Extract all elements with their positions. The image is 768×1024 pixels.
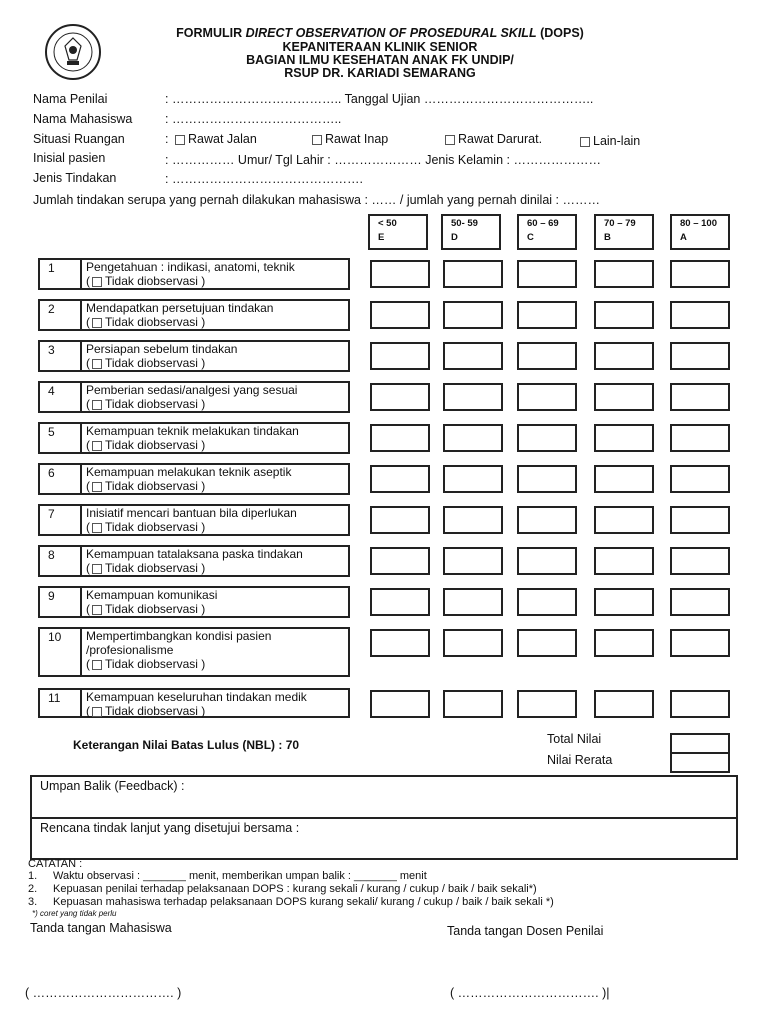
score-box-e[interactable]: [370, 424, 430, 452]
score-box-e[interactable]: [370, 383, 430, 411]
score-box-b[interactable]: [594, 465, 654, 493]
situasi-colon: :: [165, 132, 169, 146]
nama-penilai-field[interactable]: : ………………………………….. Tanggal Ujian …………………………………..: [165, 92, 594, 106]
item-number: 4: [40, 383, 82, 411]
score-box-e[interactable]: [370, 465, 430, 493]
item-text: [86, 506, 297, 534]
item-number: 8: [40, 547, 82, 575]
not-observed-label: Tidak diobservasi ): [105, 479, 206, 493]
grade-header-e: < 50 E: [368, 214, 428, 250]
jenis-tindakan-label: Jenis Tindakan: [33, 171, 117, 185]
paren-open: (: [86, 397, 90, 411]
assessment-item: [38, 299, 350, 331]
assessment-item: [38, 586, 350, 618]
not-observed-option[interactable]: [86, 315, 273, 329]
item-label: Inisiatif mencari bantuan bila diperlukan: [86, 506, 297, 520]
nilai-rerata-label: Nilai Rerata: [547, 753, 613, 767]
not-observed-label: Tidak diobservasi ): [105, 315, 206, 329]
checkbox-icon[interactable]: [92, 482, 102, 492]
catatan-1: Waktu observasi : _______ menit, memberikan umpan balik : _______ menit: [53, 870, 427, 882]
score-box-b[interactable]: [594, 588, 654, 616]
score-box-e[interactable]: [370, 690, 430, 718]
score-box-c[interactable]: [517, 383, 577, 411]
not-observed-label: Tidak diobservasi ): [105, 438, 206, 452]
score-box-e[interactable]: [370, 506, 430, 534]
not-observed-option[interactable]: [86, 479, 291, 493]
item-number: 9: [40, 588, 82, 616]
option-lain-lain[interactable]: Lain-lain: [578, 134, 640, 148]
header-line-4: RSUP DR. KARIADI SEMARANG: [284, 66, 476, 80]
assessment-item: [38, 545, 350, 577]
score-box-e[interactable]: [370, 301, 430, 329]
item-number: 6: [40, 465, 82, 493]
score-box-e[interactable]: [370, 547, 430, 575]
not-observed-label: Tidak diobservasi ): [105, 520, 206, 534]
not-observed-option[interactable]: [86, 520, 297, 534]
not-observed-label: Tidak diobservasi ): [105, 561, 206, 575]
assessment-item: [38, 504, 350, 536]
score-box-a[interactable]: [670, 383, 730, 411]
score-box-a[interactable]: [670, 629, 730, 657]
item-label: Kemampuan komunikasi: [86, 588, 218, 602]
assessment-item: [38, 463, 350, 495]
score-box-a[interactable]: [670, 690, 730, 718]
score-box-b[interactable]: [594, 383, 654, 411]
score-box-b[interactable]: [594, 260, 654, 288]
item-text: [86, 588, 217, 616]
nilai-rerata-box[interactable]: [670, 752, 730, 773]
score-box-b[interactable]: [594, 424, 654, 452]
score-box-d[interactable]: [443, 301, 503, 329]
total-nilai-label: Total Nilai: [547, 732, 602, 746]
paren-open: (: [86, 520, 90, 534]
option-rawat-jalan[interactable]: Rawat Jalan: [173, 132, 257, 146]
catatan-2: Kepuasan penilai terhadap pelaksanaan DOPS : kurang sekali / kurang / cukup / baik / baik sekali*): [53, 883, 537, 895]
score-box-c[interactable]: [517, 629, 577, 657]
score-box-d[interactable]: [443, 465, 503, 493]
jumlah-tindakan-field[interactable]: Jumlah tindakan serupa yang pernah dilakukan mahasiswa : …… / jumlah yang pernah dinilai : ………: [33, 193, 600, 207]
score-box-a[interactable]: [670, 506, 730, 534]
score-box-d[interactable]: [443, 547, 503, 575]
item-number: 1: [40, 260, 82, 288]
inisial-pasien-label: Inisial pasien: [33, 151, 106, 165]
total-nilai-box[interactable]: [670, 733, 730, 754]
item-label: Pemberian sedasi/analgesi yang sesuai: [86, 383, 298, 397]
not-observed-option[interactable]: [86, 602, 217, 616]
item-text: [86, 301, 273, 329]
score-box-b[interactable]: [594, 342, 654, 370]
score-box-b[interactable]: [594, 690, 654, 718]
score-box-a[interactable]: [670, 424, 730, 452]
nama-mahasiswa-field[interactable]: : …………………………………..: [165, 112, 342, 126]
paren-open: (: [86, 704, 90, 718]
score-box-c[interactable]: [517, 424, 577, 452]
umpan-balik-label: Umpan Balik (Feedback) :: [40, 779, 185, 793]
jenis-tindakan-field[interactable]: : ……………………………………….: [165, 172, 363, 186]
checkbox-icon[interactable]: [92, 277, 102, 287]
score-box-d[interactable]: [443, 260, 503, 288]
paren-open: (: [86, 602, 90, 616]
catatan-number-1: 1.: [28, 870, 38, 882]
feedback-box[interactable]: [30, 775, 738, 860]
checkbox-icon[interactable]: [92, 564, 102, 574]
item-text: [86, 547, 303, 575]
paren-open: (: [86, 315, 90, 329]
score-box-c[interactable]: [517, 342, 577, 370]
checkbox-icon: [445, 135, 455, 145]
score-box-c[interactable]: [517, 506, 577, 534]
not-observed-option[interactable]: [86, 561, 303, 575]
assessment-item: [38, 258, 350, 290]
item-text: [86, 383, 297, 411]
inisial-pasien-field[interactable]: : …………… Umur/ Tgl Lahir : ………………… Jenis Kelamin : …………………: [165, 153, 601, 167]
checkbox-icon: [312, 135, 322, 145]
score-box-a[interactable]: [670, 588, 730, 616]
item-number: 11: [40, 690, 82, 716]
signature-student-label: Tanda tangan Mahasiswa: [30, 921, 172, 935]
paren-open: (: [86, 438, 90, 452]
score-box-d[interactable]: [443, 424, 503, 452]
situasi-ruangan-label: Situasi Ruangan: [33, 132, 125, 146]
item-text: [86, 690, 307, 718]
item-text: [86, 465, 291, 493]
nbl-note: Keterangan Nilai Batas Lulus (NBL) : 70: [73, 738, 300, 752]
item-number: 3: [40, 342, 82, 370]
header-line-2: KEPANITERAAN KLINIK SENIOR: [282, 40, 478, 54]
option-rawat-inap[interactable]: Rawat Inap: [310, 132, 388, 146]
item-label: Mempertimbangkan kondisi pasien: [86, 629, 272, 643]
not-observed-label: Tidak diobservasi ): [105, 704, 206, 718]
nama-mahasiswa-label: Nama Mahasiswa: [33, 112, 133, 126]
university-seal-icon: [45, 24, 101, 80]
signature-lecturer-label: Tanda tangan Dosen Penilai: [447, 924, 604, 938]
assessment-item: [38, 422, 350, 454]
score-box-a[interactable]: [670, 547, 730, 575]
feedback-divider: [32, 817, 736, 819]
not-observed-label: Tidak diobservasi ): [105, 397, 206, 411]
grade-header-a: 80 – 100 A: [670, 214, 730, 250]
score-box-e[interactable]: [370, 588, 430, 616]
catatan-number-2: 2.: [28, 883, 38, 895]
score-box-c[interactable]: [517, 690, 577, 718]
checkbox-icon[interactable]: [92, 707, 102, 717]
checkbox-icon: [580, 137, 590, 147]
catatan-3: Kepuasan mahasiswa terhadap pelaksanaan DOPS kurang sekali/ kurang / cukup / baik / baik sekali *): [53, 896, 554, 908]
score-box-d[interactable]: [443, 690, 503, 718]
grade-header-d: 50- 59 D: [441, 214, 501, 250]
signature-lecturer-line[interactable]: ( ……………………………. )|: [450, 986, 610, 1000]
checkbox-icon[interactable]: [92, 441, 102, 451]
not-observed-option[interactable]: [86, 704, 307, 718]
checkbox-icon[interactable]: [92, 660, 102, 670]
option-rawat-darurat[interactable]: Rawat Darurat.: [443, 132, 542, 146]
score-box-d[interactable]: [443, 506, 503, 534]
checkbox-icon: [175, 135, 185, 145]
not-observed-label: Tidak diobservasi ): [105, 356, 206, 370]
item-label: Mendapatkan persetujuan tindakan: [86, 301, 274, 315]
catatan-number-3: 3.: [28, 896, 38, 908]
assessment-item: [38, 381, 350, 413]
score-box-c[interactable]: [517, 547, 577, 575]
score-box-d[interactable]: [443, 383, 503, 411]
item-label: Pengetahuan : indikasi, anatomi, teknik: [86, 260, 295, 274]
score-box-c[interactable]: [517, 588, 577, 616]
signature-student-line[interactable]: ( ……………………………. ): [25, 986, 182, 1000]
checkbox-icon[interactable]: [92, 605, 102, 615]
item-label: Persiapan sebelum tindakan: [86, 342, 238, 356]
item-label: Kemampuan melakukan teknik aseptik: [86, 465, 292, 479]
not-observed-option[interactable]: [86, 356, 237, 370]
item-label: Kemampuan teknik melakukan tindakan: [86, 424, 299, 438]
score-box-d[interactable]: [443, 342, 503, 370]
score-box-e[interactable]: [370, 629, 430, 657]
assessment-item: [38, 688, 350, 718]
not-observed-label: Tidak diobservasi ): [105, 657, 206, 671]
checkbox-icon[interactable]: [92, 318, 102, 328]
item-label: Kemampuan keseluruhan tindakan medik: [86, 690, 307, 704]
item-text: [86, 342, 237, 370]
not-observed-option[interactable]: [86, 274, 295, 288]
grade-header-b: 70 – 79 B: [594, 214, 654, 250]
header-line-3: BAGIAN ILMU KESEHATAN ANAK FK UNDIP/: [246, 53, 514, 67]
assessment-item: [38, 340, 350, 372]
item-number: 10: [40, 629, 82, 675]
nama-penilai-label: Nama Penilai: [33, 92, 108, 106]
grade-header-c: 60 – 69 C: [517, 214, 577, 250]
paren-open: (: [86, 561, 90, 575]
not-observed-option[interactable]: [86, 397, 297, 411]
score-box-a[interactable]: [670, 342, 730, 370]
score-box-c[interactable]: [517, 465, 577, 493]
item-text: [86, 424, 299, 452]
item-label-continued: /profesionalisme: [86, 643, 174, 657]
rencana-label: Rencana tindak lanjut yang disetujui bersama :: [40, 821, 300, 835]
item-number: 2: [40, 301, 82, 329]
score-box-a[interactable]: [670, 465, 730, 493]
score-box-c[interactable]: [517, 260, 577, 288]
not-observed-option[interactable]: [86, 657, 271, 671]
item-number: 5: [40, 424, 82, 452]
item-label: Kemampuan tatalaksana paska tindakan: [86, 547, 303, 561]
score-box-e[interactable]: [370, 342, 430, 370]
score-box-c[interactable]: [517, 301, 577, 329]
form-title: FORMULIR DIRECT OBSERVATION OF PROSEDURAL SKILL (DOPS): [176, 26, 584, 40]
paren-open: (: [86, 356, 90, 370]
paren-open: (: [86, 657, 90, 671]
assessment-item: [38, 627, 350, 677]
score-box-d[interactable]: [443, 588, 503, 616]
paren-open: (: [86, 479, 90, 493]
item-text: [86, 260, 295, 288]
score-box-b[interactable]: [594, 506, 654, 534]
checkbox-icon[interactable]: [92, 359, 102, 369]
item-number: 7: [40, 506, 82, 534]
score-box-b[interactable]: [594, 629, 654, 657]
score-box-a[interactable]: [670, 260, 730, 288]
score-box-a[interactable]: [670, 301, 730, 329]
checkbox-icon[interactable]: [92, 523, 102, 533]
not-observed-option[interactable]: [86, 438, 299, 452]
not-observed-label: Tidak diobservasi ): [105, 602, 206, 616]
item-text: [86, 629, 271, 671]
catatan-footnote: *) coret yang tidak perlu: [32, 909, 117, 918]
catatan-title: CATATAN :: [28, 858, 83, 870]
score-box-b[interactable]: [594, 547, 654, 575]
score-box-d[interactable]: [443, 629, 503, 657]
checkbox-icon[interactable]: [92, 400, 102, 410]
not-observed-label: Tidak diobservasi ): [105, 274, 206, 288]
paren-open: (: [86, 274, 90, 288]
score-box-b[interactable]: [594, 301, 654, 329]
score-box-e[interactable]: [370, 260, 430, 288]
